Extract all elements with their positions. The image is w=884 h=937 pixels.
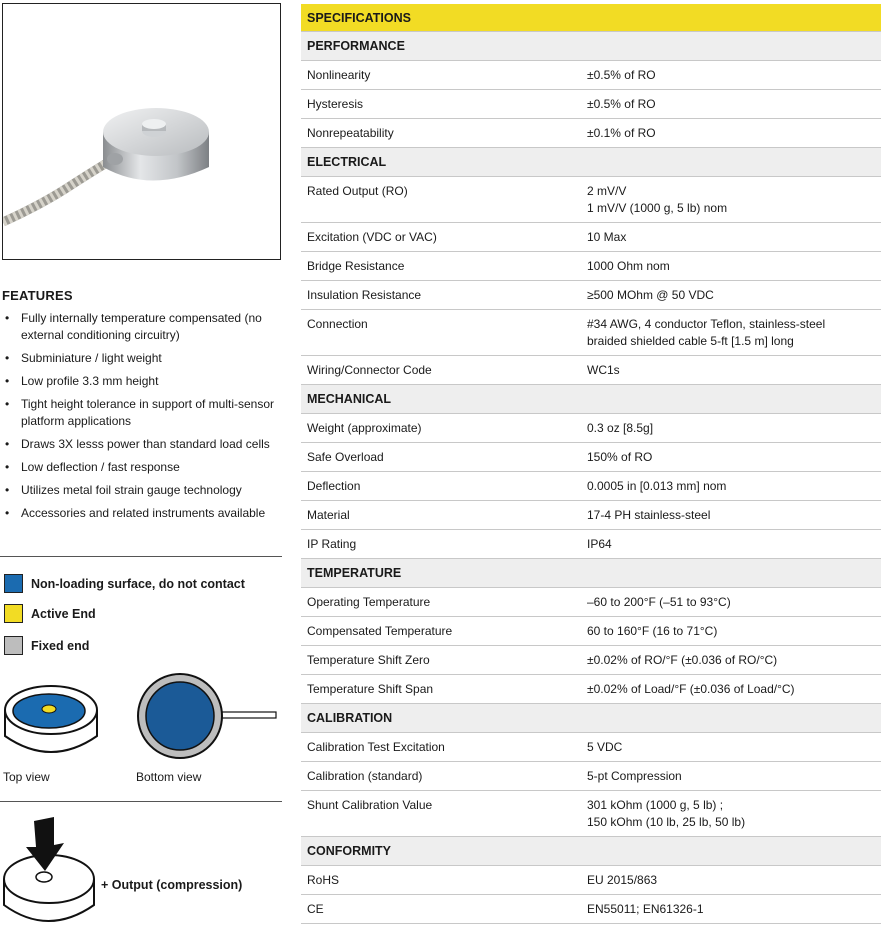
spec-value-line2: 1 mV/V (1000 g, 5 lb) nom — [587, 201, 728, 215]
spec-value: 0.3 oz [8.5g] — [587, 420, 654, 435]
left-column — [0, 0, 285, 937]
yellow-swatch — [4, 604, 23, 623]
spec-row — [301, 310, 881, 356]
spec-key: Insulation Resistance — [307, 287, 422, 302]
features-title: FEATURES — [2, 288, 73, 303]
spec-key: Rated Output (RO) — [307, 184, 408, 198]
spec-value: 0.0005 in [0.013 mm] nom — [587, 478, 727, 493]
spec-key: IP Rating — [307, 536, 357, 551]
spec-value: ≥500 MOhm @ 50 VDC — [587, 287, 714, 302]
section-performance: PERFORMANCE — [301, 32, 881, 61]
spec-value: ±0.02% of RO/°F (±0.036 of RO/°C) — [587, 652, 778, 667]
section-conformity: CONFORMITY — [301, 837, 881, 866]
spec-value: WC1s — [587, 362, 620, 377]
section-electrical: ELECTRICAL — [301, 148, 881, 177]
feature-item: • Low profile 3.3 mm height — [2, 373, 284, 390]
blue-swatch — [4, 574, 23, 593]
spec-key: Nonlinearity — [307, 67, 371, 82]
spec-key: Bridge Resistance — [307, 258, 405, 273]
specifications-table — [301, 4, 881, 924]
spec-row — [301, 588, 881, 617]
spec-value: EN55011; EN61326-1 — [587, 901, 704, 916]
legend-label: Fixed end — [31, 638, 90, 653]
spec-key: Shunt Calibration Value — [307, 798, 433, 812]
compression-diagram — [2, 815, 98, 931]
spec-row — [301, 223, 881, 252]
spec-value-line2: braided shielded cable 5-ft [1.5 m] long — [587, 334, 794, 348]
spec-key: RoHS — [307, 872, 340, 887]
spec-row — [301, 119, 881, 148]
spec-key: Safe Overload — [307, 449, 384, 464]
spec-row — [301, 762, 881, 791]
top-view-diagram — [3, 682, 99, 764]
bottom-view-diagram — [136, 672, 278, 764]
spec-key: Connection — [307, 317, 368, 331]
specifications-header: SPECIFICATIONS — [301, 4, 881, 32]
spec-key: Deflection — [307, 478, 361, 493]
legend-item-active-end — [4, 604, 96, 623]
spec-row — [301, 675, 881, 704]
spec-row — [301, 530, 881, 559]
legend-item-fixed-end — [4, 636, 89, 655]
spec-value-line2: 150 kOhm (10 lb, 25 lb, 50 lb) — [587, 815, 746, 829]
feature-item: • Tight height tolerance in support of multi-sensor platform applications — [2, 396, 284, 430]
spec-key: Compensated Temperature — [307, 623, 453, 638]
spec-value: 17-4 PH stainless-steel — [587, 507, 711, 522]
spec-row — [301, 472, 881, 501]
spec-value: 10 Max — [587, 229, 627, 244]
section-mechanical: MECHANICAL — [301, 385, 881, 414]
legend-item-non-loading — [4, 574, 245, 593]
spec-row — [301, 177, 881, 223]
bottom-view-caption: Bottom view — [136, 770, 202, 784]
spec-value: 60 to 160°F (16 to 71°C) — [587, 623, 718, 638]
spec-row — [301, 356, 881, 385]
top-view-caption: Top view — [3, 770, 50, 784]
section-calibration: CALIBRATION — [301, 704, 881, 733]
feature-item: • Fully internally temperature compensated (no external conditioning circuitry) — [2, 310, 284, 344]
load-cell-image — [3, 4, 280, 259]
spec-value: –60 to 200°F (–51 to 93°C) — [587, 594, 731, 609]
spec-key: Temperature Shift Span — [307, 681, 434, 696]
spec-key: Material — [307, 507, 350, 522]
spec-row — [301, 791, 881, 837]
spec-row — [301, 866, 881, 895]
spec-key: Operating Temperature — [307, 594, 431, 609]
feature-item: • Low deflection / fast response — [2, 459, 284, 476]
gray-swatch — [4, 636, 23, 655]
spec-value: ±0.5% of RO — [587, 96, 656, 111]
output-label: + Output (compression) — [101, 878, 243, 892]
spec-key: Calibration (standard) — [307, 768, 423, 783]
spec-row — [301, 252, 881, 281]
spec-key: Excitation (VDC or VAC) — [307, 229, 437, 244]
spec-row — [301, 61, 881, 90]
spec-key: Weight (approximate) — [307, 420, 422, 435]
spec-row — [301, 501, 881, 530]
legend-label: Active End — [31, 606, 96, 621]
spec-key: Nonrepeatability — [307, 125, 394, 140]
spec-value: 1000 Ohm nom — [587, 258, 670, 273]
feature-item: • Utilizes metal foil strain gauge technology — [2, 482, 284, 499]
spec-key: Temperature Shift Zero — [307, 652, 430, 667]
spec-value: ±0.5% of RO — [587, 67, 656, 82]
spec-value: 5-pt Compression — [587, 768, 682, 783]
feature-item: • Draws 3X lesss power than standard load cells — [2, 436, 284, 453]
spec-key: Wiring/Connector Code — [307, 362, 432, 377]
product-photo — [2, 3, 281, 260]
spec-value: 150% of RO — [587, 449, 653, 464]
spec-row — [301, 281, 881, 310]
spec-value: ±0.02% of Load/°F (±0.036 of Load/°C) — [587, 681, 795, 696]
spec-row — [301, 90, 881, 119]
spec-key: Calibration Test Excitation — [307, 739, 445, 754]
spec-value: #34 AWG, 4 conductor Teflon, stainless-steel — [587, 317, 826, 331]
spec-row — [301, 414, 881, 443]
feature-item: • Subminiature / light weight — [2, 350, 284, 367]
legend-label: Non-loading surface, do not contact — [31, 576, 245, 591]
features-list — [2, 310, 284, 528]
spec-value: IP64 — [587, 536, 612, 551]
spec-key: CE — [307, 901, 324, 916]
spec-row — [301, 646, 881, 675]
spec-value: EU 2015/863 — [587, 872, 658, 887]
spec-row — [301, 443, 881, 472]
spec-row — [301, 617, 881, 646]
divider — [0, 556, 282, 557]
spec-value: 2 mV/V — [587, 184, 627, 198]
feature-item: • Accessories and related instruments available — [2, 505, 284, 522]
spec-row — [301, 895, 881, 924]
spec-key: Hysteresis — [307, 96, 364, 111]
spec-value: 5 VDC — [587, 739, 623, 754]
spec-row — [301, 733, 881, 762]
section-temperature: TEMPERATURE — [301, 559, 881, 588]
spec-value: ±0.1% of RO — [587, 125, 656, 140]
spec-value: 301 kOhm (1000 g, 5 lb) ; — [587, 798, 724, 812]
divider — [0, 801, 282, 802]
